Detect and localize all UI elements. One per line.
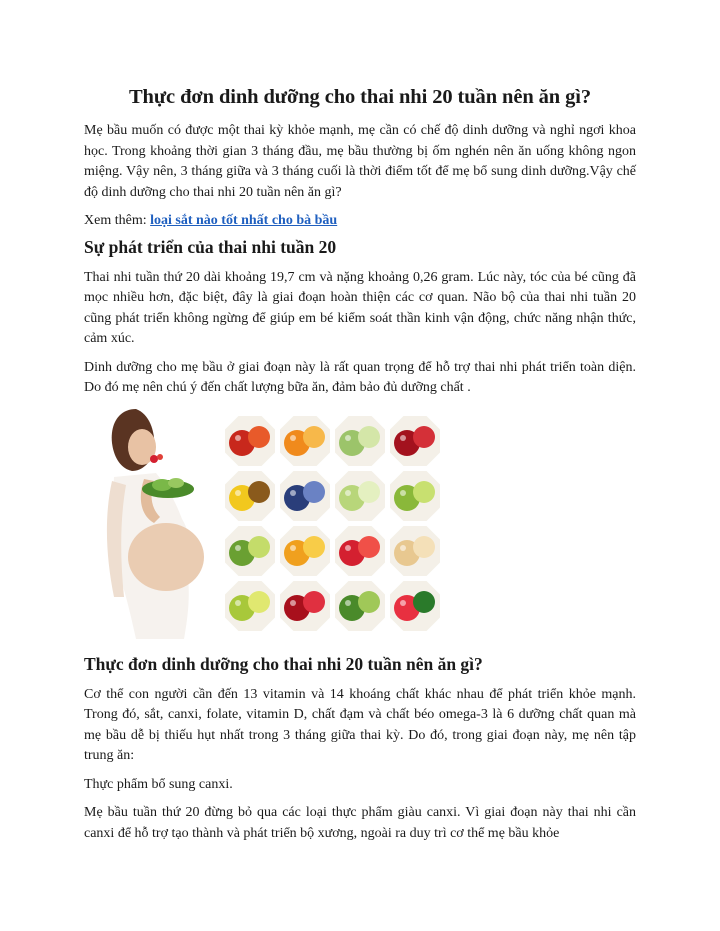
- pregnant-woman-illustration: [107, 409, 204, 639]
- section2-heading: Thực đơn dinh dưỡng cho thai nhi 20 tuần nên ăn gì?: [84, 653, 483, 674]
- salad-tile: [334, 580, 386, 632]
- bananas-tile: [224, 470, 276, 522]
- section2-paragraph-1: Cơ thể con người cần đến 13 vitamin và 14 khoáng chất khác nhau để phát triển khỏe mạnh. Trong đó, sắt, canxi, folate, vitamin D, chất đạm và chất béo omega-3 là 6 dưỡng chất quan mà mẹ bầu dễ bị thiếu hụt nhất trong 3 tháng giữa thai kỳ. Do đó, trong giai đoạn này, mẹ nên tập trung ăn:: [84, 686, 636, 763]
- grapes-tile: [389, 470, 441, 522]
- cherries-tile: [389, 415, 441, 467]
- mango-tile: [279, 525, 331, 577]
- pears-tile: [224, 580, 276, 632]
- blueberries-tile: [279, 470, 331, 522]
- section2-paragraph-3: Mẹ bầu tuần thứ 20 đừng bỏ qua các loại thực phẩm giàu canxi. Vì giai đoạn này thai nhi cần canxi để hỗ trợ tạo thành và phát triển bộ xương, ngoài ra duy trì cơ thể mẹ bầu khỏe: [84, 805, 636, 841]
- section2-paragraph-2: Thực phẩm bổ sung canxi.: [84, 776, 233, 792]
- kiwi-tile: [224, 525, 276, 577]
- apples-tile: [224, 415, 276, 467]
- watermelon-tile: [389, 580, 441, 632]
- document-page: [84, 84, 636, 852]
- intro-paragraph: Mẹ bầu muốn có được một thai kỳ khỏe mạnh, mẹ cần có chế độ dinh dưỡng và nghỉ ngơi khoa học. Trong khoảng thời gian 3 tháng đầu, mẹ bầu thường bị ốm nghén nên ăn uống không ngon miệng. Vậy nên, 3 tháng giữa và 3 tháng cuối là thời điểm tốt để mẹ bổ sung dinh dưỡng.Vậy chế độ dinh dưỡng cho thai nhi 20 tuần nên ăn gì?: [84, 123, 636, 200]
- melon-tile: [389, 525, 441, 577]
- pregnant-woman-fruits-image: [84, 407, 636, 639]
- strawberries-tile: [334, 525, 386, 577]
- page-title: Thực đơn dinh dưỡng cho thai nhi 20 tuần nên ăn gì?: [128, 86, 592, 108]
- custard-apple-tile: [334, 415, 386, 467]
- section1-paragraph-1: Thai nhi tuần thứ 20 dài khoảng 19,7 cm và nặng khoảng 0,26 gram. Lúc này, tóc của bé cũng đã mọc nhiều hơn, đặc biệt, đây là giai đoạn hoàn thiện các cơ quan. Não bộ của thai nhi tuần 20 cũng phát triển không ngừng để giúp em bé kiểm soát thần kinh vận động, chức năng nhận thức, cảm xúc.: [84, 269, 636, 346]
- section1-heading: Sự phát triển của thai nhi tuần 20: [84, 236, 337, 257]
- pomegranate-tile: [279, 580, 331, 632]
- see-more-label: Xem thêm:: [84, 213, 151, 228]
- oranges-tile: [279, 415, 331, 467]
- section1-paragraph-2: Dinh dưỡng cho mẹ bầu ở giai đoạn này là rất quan trọng để hỗ trợ thai nhi phát triển toàn diện. Do đó mẹ nên chú ý đến chất lượng bữa ăn, đảm bảo đủ dưỡng chất .: [84, 359, 636, 395]
- see-more-line: [84, 211, 636, 232]
- figure-svg: [84, 407, 636, 639]
- green-apple-tile: [334, 470, 386, 522]
- fruit-mosaic: [224, 415, 441, 632]
- see-more-link[interactable]: loại sắt nào tốt nhất cho bà bầu: [150, 213, 338, 228]
